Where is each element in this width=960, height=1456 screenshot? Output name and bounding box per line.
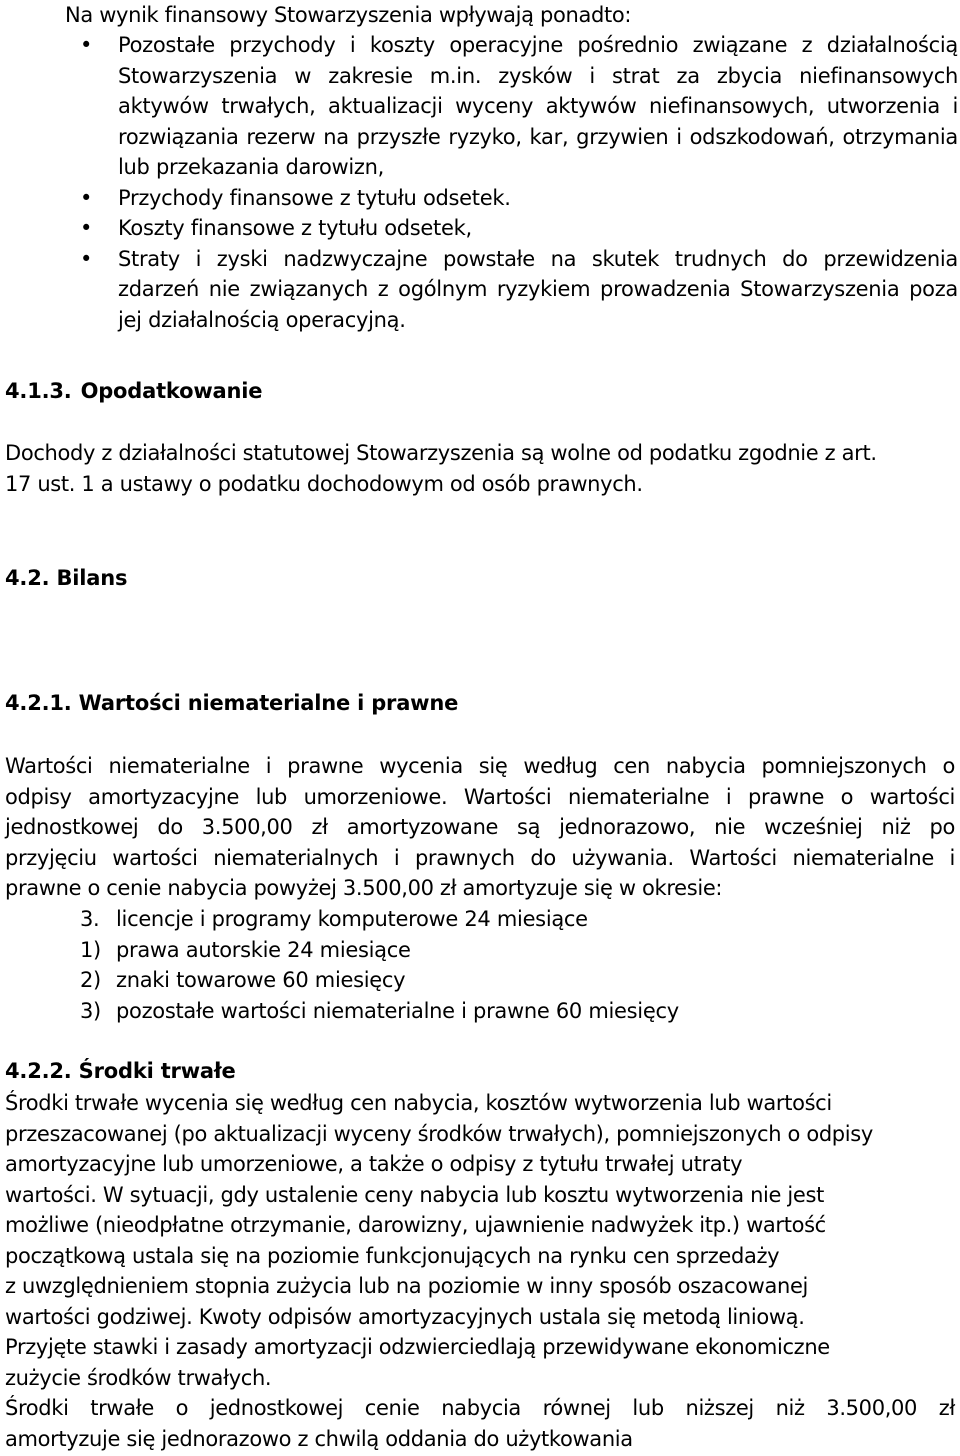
paragraph-wartosci-niematerialne <box>5 751 955 904</box>
list-item <box>80 30 958 183</box>
intro-text: Na wynik finansowy Stowarzyszenia wpływają ponadto: <box>65 3 632 27</box>
section-heading-bilans: 4.2. Bilans <box>5 566 128 590</box>
list-item <box>80 213 958 244</box>
paragraph-line: amortyzacyjne lub umorzeniowe, a także o odpisy z tytułu trwałej utraty <box>5 1152 743 1176</box>
paragraph-line: Środki trwałe wycenia się według cen nabycia, kosztów wytworzenia lub wartości <box>5 1091 832 1115</box>
paragraph-line: Dochody z działalności statutowej Stowarzyszenia są wolne od podatku zgodnie z art. <box>5 441 877 465</box>
paragraph-line: Środki trwałe o jednostkowej cenie nabycia równej lub niższej niż 3.500,00 zł <box>5 1396 955 1420</box>
list-item <box>80 996 679 1027</box>
section-heading-opodatkowanie <box>5 376 262 407</box>
list-item-text: licencje i programy komputerowe 24 miesiące <box>116 907 588 931</box>
list-item-number: 3. <box>80 907 100 931</box>
paragraph-line: Przyjęte stawki i zasady amortyzacji odzwierciedlają przewidywane ekonomiczne <box>5 1335 830 1359</box>
amortization-period-list <box>80 904 679 1026</box>
list-item-number: 3) <box>80 998 101 1023</box>
list-item <box>80 183 958 214</box>
section-heading-wartosci-niematerialne: 4.2.1. Wartości niematerialne i prawne <box>5 691 459 715</box>
list-item-number: 1) <box>80 937 101 962</box>
paragraph-line: jednostkowej do 3.500,00 zł amortyzowane są jednorazowo, nie wcześniej niż po <box>5 815 955 839</box>
bullet-list <box>80 30 958 335</box>
list-item-text: prawa autorskie 24 miesiące <box>116 937 411 962</box>
list-item <box>80 244 958 336</box>
list-item <box>80 965 679 996</box>
section-number: 4.1.3. <box>5 379 72 403</box>
list-item-text: znaki towarowe 60 miesięcy <box>116 968 406 992</box>
bullet-icon: • <box>80 246 93 271</box>
list-item <box>80 904 679 935</box>
list-item-text: Straty i zyski nadzwyczajne powstałe na skutek trudnych do przewidzenia zdarzeń nie związanych z ogólnym ryzykiem prowadzenia Stowarzyszenia poza jej działalnością operacyjną. <box>118 246 958 332</box>
paragraph-line: 17 ust. 1 a ustawy o podatku dochodowym od osób prawnych. <box>5 471 643 496</box>
list-item-text: pozostałe wartości niematerialne i prawne 60 miesięcy <box>116 998 679 1023</box>
paragraph-opodatkowanie <box>5 438 955 499</box>
paragraph-line: amortyzuje się jednorazowo z chwilą oddania do użytkowania <box>5 1426 633 1451</box>
paragraph-line: prawne o cenie nabycia powyżej 3.500,00 zł amortyzuje się w okresie: <box>5 876 723 900</box>
paragraph-line: zużycie środków trwałych. <box>5 1365 272 1390</box>
bullet-icon: • <box>80 185 93 210</box>
paragraph-line: możliwe (nieodpłatne otrzymanie, darowizny, ujawnienie nadwyżek itp.) wartość <box>5 1213 826 1237</box>
paragraph-line: początkową ustala się na poziomie funkcjonujących na rynku cen sprzedaży <box>5 1243 780 1268</box>
paragraph-line: przyjęciu wartości niematerialnych i prawnych do używania. Wartości niematerialne i <box>5 845 955 870</box>
paragraph-srodki-trwale <box>5 1088 955 1454</box>
paragraph-line: wartości. W sytuacji, gdy ustalenie ceny nabycia lub kosztu wytworzenia nie jest <box>5 1182 824 1207</box>
list-item-text: Przychody finansowe z tytułu odsetek. <box>118 185 511 210</box>
list-item-text: Koszty finansowe z tytułu odsetek, <box>118 216 472 240</box>
section-heading-srodki-trwale: 4.2.2. Środki trwałe <box>5 1059 236 1083</box>
paragraph-line: z uwzględnieniem stopnia zużycia lub na poziomie w inny sposób oszacowanej <box>5 1274 809 1298</box>
paragraph-line: wartości godziwej. Kwoty odpisów amortyzacyjnych ustala się metodą liniową. <box>5 1304 805 1329</box>
section-title: Opodatkowanie <box>80 379 263 403</box>
list-item-text: Pozostałe przychody i koszty operacyjne pośrednio związane z działalnością Stowarzyszenia w zakresie m.in. zysków i strat za zbycia niefinansowych aktywów trwałych, aktualizacji wyceny aktywów niefinansowych, utworzenia i rozwiązania rezerw na przyszłe ryzyko, kar, grzywien i odszkodowań, otrzymania lub przekazania darowizn, <box>118 33 958 179</box>
paragraph-line: odpisy amortyzacyjne lub umorzeniowe. Wartości niematerialne i prawne o wartości <box>5 784 955 809</box>
paragraph-line: Wartości niematerialne i prawne wycenia się według cen nabycia pomniejszonych o <box>5 754 955 778</box>
bullet-icon: • <box>80 216 93 240</box>
list-item-number: 2) <box>80 968 101 992</box>
bullet-icon: • <box>80 33 93 57</box>
list-item <box>80 935 679 966</box>
paragraph-line: przeszacowanej (po aktualizacji wyceny środków trwałych), pomniejszonych o odpisy <box>5 1121 873 1146</box>
